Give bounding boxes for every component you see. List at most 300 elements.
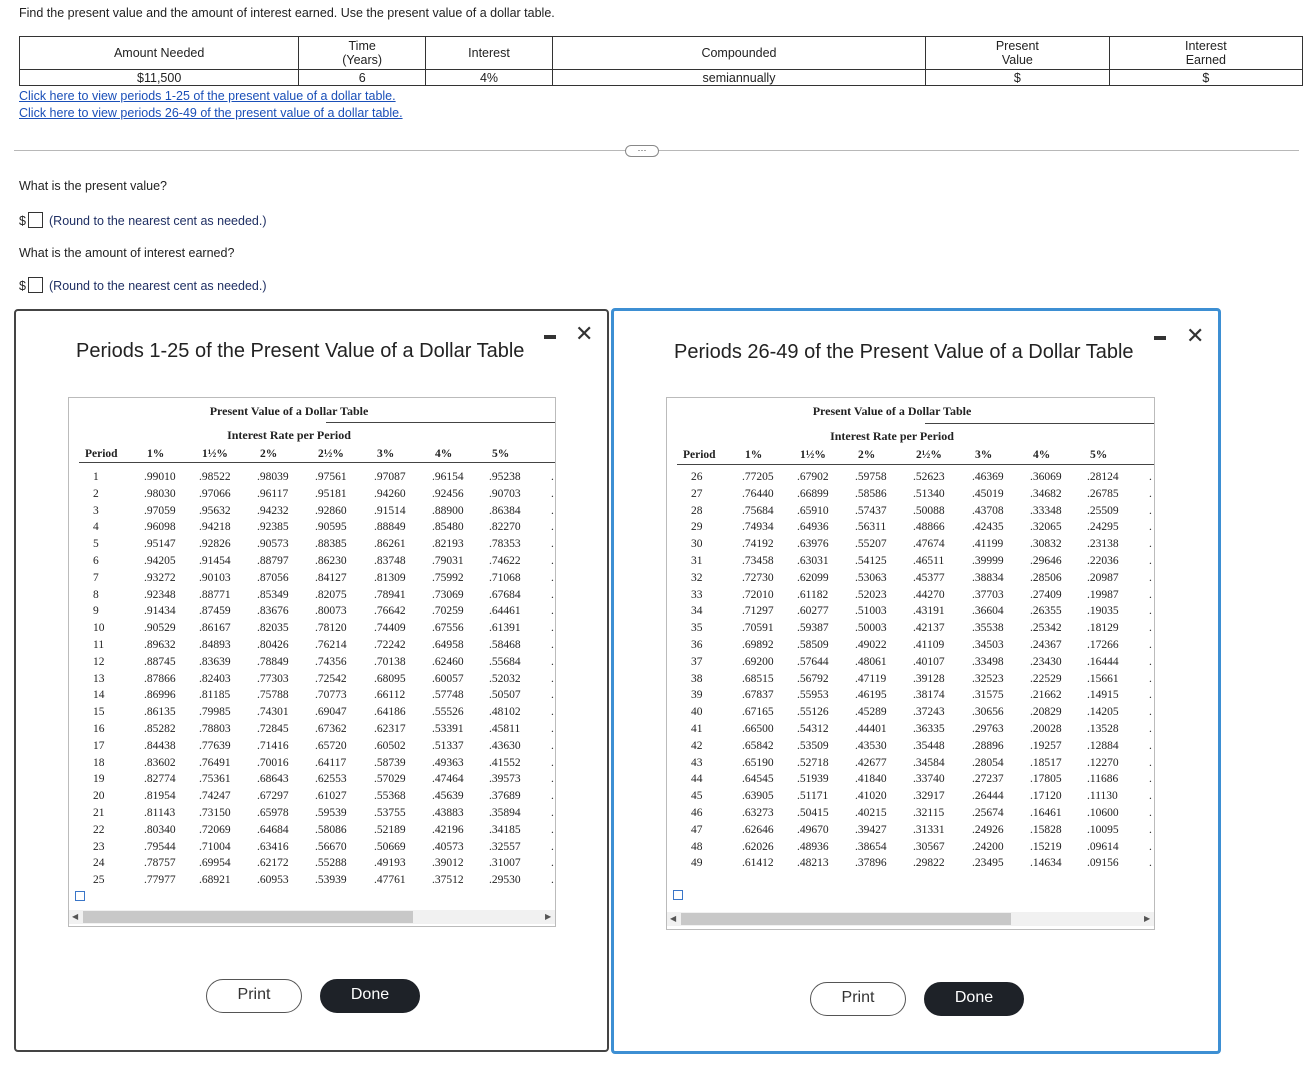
truncated-column-cell: . — [1149, 706, 1152, 719]
pv-factor-cell: .38834 — [972, 571, 1004, 584]
column-header-rate: 3% — [975, 449, 993, 461]
pv-factor-cell: .30832 — [1030, 538, 1062, 551]
truncated-column-cell: . — [551, 857, 554, 870]
pv-factor-cell: .33498 — [972, 655, 1004, 668]
truncated-column-cell: . — [551, 538, 554, 551]
pv-factor-cell: .81309 — [374, 571, 406, 584]
pv-factor-cell: .61412 — [742, 857, 774, 870]
column-header-rate: 2% — [858, 449, 876, 461]
truncated-column-cell: . — [551, 588, 554, 601]
pv-factor-cell: .58509 — [797, 639, 829, 651]
pv-factor-cell: .20829 — [1030, 706, 1062, 719]
pv-factor-cell: .80426 — [257, 639, 289, 651]
pv-factor-cell: .75992 — [432, 571, 464, 584]
truncated-column-cell: . — [1149, 504, 1152, 517]
pv-factor-cell: .86384 — [489, 504, 521, 517]
pv-factor-cell: .78757 — [144, 857, 176, 870]
pv-factor-cell: .73458 — [742, 555, 774, 567]
problem-info-table — [19, 36, 1303, 86]
pv-factor-cell: .14915 — [1087, 689, 1119, 702]
pv-factor-cell: .62172 — [257, 857, 289, 870]
pv-factor-cell: .63031 — [797, 555, 829, 567]
print-button[interactable]: Print — [206, 979, 302, 1013]
pv-factor-cell: .59539 — [315, 807, 347, 819]
period-cell: 23 — [93, 840, 105, 853]
pv-factor-cell: .43883 — [432, 807, 464, 819]
pv-factor-cell: .61182 — [797, 588, 829, 601]
column-header-rate: 2½% — [916, 449, 942, 461]
period-cell: 9 — [93, 605, 99, 618]
pv-factor-cell: .17266 — [1087, 639, 1119, 651]
pv-factor-cell: .52023 — [855, 588, 887, 601]
pv-factor-cell: .64545 — [742, 773, 774, 786]
pv-factor-cell: .73069 — [432, 588, 464, 601]
pv-factor-cell: .13528 — [1087, 723, 1119, 735]
pv-factor-cell: .96154 — [432, 471, 464, 483]
pv-factor-cell: .19257 — [1030, 739, 1062, 752]
pv-factor-cell: .74192 — [742, 538, 774, 551]
pv-factor-cell: .87056 — [257, 571, 289, 584]
pv-factor-cell: .30567 — [913, 840, 945, 853]
pv-factor-cell: .12270 — [1087, 756, 1119, 769]
copy-icon[interactable] — [673, 890, 683, 900]
truncated-column-cell: . — [1149, 857, 1152, 870]
pv-factor-cell: .74934 — [742, 521, 774, 534]
pv-factor-cell: .80073 — [315, 605, 347, 618]
column-header-rate: 1% — [745, 449, 763, 461]
pv-factor-cell: .17805 — [1030, 773, 1062, 786]
pv-factor-cell: .14205 — [1087, 706, 1119, 719]
pv-factor-cell: .31007 — [489, 857, 521, 870]
pv-factor-cell: .71297 — [742, 605, 774, 618]
value-interest-earned: $ — [1109, 70, 1302, 86]
pv-factor-cell: .86167 — [199, 622, 231, 635]
pv-factor-cell: .48866 — [913, 521, 945, 534]
scrollbar-thumb[interactable] — [83, 911, 413, 923]
period-cell: 48 — [691, 840, 703, 853]
scroll-left-icon[interactable]: ◀ — [72, 912, 79, 921]
truncated-column-cell: . — [551, 756, 554, 769]
period-cell: 43 — [691, 756, 703, 769]
pv-factor-cell: .55288 — [315, 857, 347, 870]
period-cell: 29 — [691, 521, 703, 534]
truncated-column-cell: . — [551, 706, 554, 719]
print-button[interactable]: Print — [810, 982, 906, 1016]
truncated-column-cell: . — [1149, 571, 1152, 584]
pv-factor-cell: .32523 — [972, 672, 1004, 685]
pv-factor-cell: .70591 — [742, 622, 774, 635]
pv-factor-cell: .24295 — [1087, 521, 1119, 534]
pv-factor-cell: .78941 — [374, 588, 406, 601]
truncated-column-cell: . — [551, 723, 554, 735]
pv-factor-cell: .28506 — [1030, 571, 1062, 584]
pv-factor-cell: .69954 — [199, 857, 231, 870]
header-time-years: Time (Years) — [299, 37, 426, 70]
question-interest-earned: What is the amount of interest earned? — [19, 246, 235, 260]
pv-factor-cell: .43191 — [913, 605, 945, 618]
pv-factor-cell: .86996 — [144, 689, 176, 702]
pv-factor-cell: .88849 — [374, 521, 406, 534]
rounding-hint: (Round to the nearest cent as needed.) — [49, 279, 267, 293]
truncated-column-cell: . — [551, 622, 554, 635]
horizontal-scrollbar[interactable] — [667, 912, 1155, 926]
pv-factor-cell: .41020 — [855, 790, 887, 803]
pv-factor-cell: .77205 — [742, 471, 774, 483]
pv-factor-cell: .18129 — [1087, 622, 1119, 635]
pv-factor-cell: .92385 — [257, 521, 289, 534]
pv-factor-cell: .69892 — [742, 639, 774, 651]
value-compounded: semiannually — [552, 70, 925, 86]
pv-factor-cell: .42435 — [972, 521, 1004, 534]
truncated-column-cell: . — [1149, 588, 1152, 601]
pv-factor-cell: .78849 — [257, 655, 289, 668]
pv-factor-cell: .83639 — [199, 655, 231, 668]
value-present-value: $ — [926, 70, 1110, 86]
pv-factor-cell: .66899 — [797, 487, 829, 500]
pv-factor-cell: .70016 — [257, 756, 289, 769]
pv-factor-cell: .96117 — [257, 487, 289, 500]
pv-factor-cell: .10600 — [1087, 807, 1119, 819]
pv-factor-cell: .82035 — [257, 622, 289, 635]
truncated-column-cell: . — [551, 790, 554, 803]
period-cell: 45 — [691, 790, 703, 803]
pv-factor-cell: .66112 — [374, 689, 406, 702]
pv-factor-cell: .94260 — [374, 487, 406, 500]
pv-factor-cell: .25342 — [1030, 622, 1062, 635]
pv-factor-cell: .78803 — [199, 723, 231, 735]
pv-factor-cell: .65910 — [797, 504, 829, 517]
period-cell: 11 — [93, 639, 105, 651]
pv-factor-cell: .60057 — [432, 672, 464, 685]
instruction-text: Find the present value and the amount of interest earned. Use the present value of a dollar table. — [19, 6, 555, 20]
pv-factor-cell: .40215 — [855, 807, 887, 819]
dialog-periods-1-25 — [14, 309, 609, 1052]
pv-factor-cell: .20028 — [1030, 723, 1062, 735]
pv-factor-cell: .66500 — [742, 723, 774, 735]
pv-factor-cell: .14634 — [1030, 857, 1062, 870]
pv-factor-cell: .62026 — [742, 840, 774, 853]
interest-earned-input[interactable] — [28, 277, 43, 293]
pv-factor-cell: .88771 — [199, 588, 231, 601]
pv-factor-cell: .65978 — [257, 807, 289, 819]
pv-factor-cell: .45289 — [855, 706, 887, 719]
pv-factor-cell: .91434 — [144, 605, 176, 618]
pv-factor-cell: .36069 — [1030, 471, 1062, 483]
pv-factor-cell: .68515 — [742, 672, 774, 685]
pv-factor-cell: .81954 — [144, 790, 176, 803]
pv-factor-cell: .93272 — [144, 571, 176, 584]
pv-factor-cell: .78353 — [489, 538, 521, 551]
pv-factor-cell: .74622 — [489, 555, 521, 567]
truncated-column-cell: . — [1149, 538, 1152, 551]
period-cell: 25 — [93, 874, 105, 887]
period-cell: 5 — [93, 538, 99, 551]
truncated-column-cell: . — [1149, 471, 1152, 483]
pv-factor-cell: .64684 — [257, 823, 289, 836]
pv-factor-cell: .78120 — [315, 622, 347, 635]
pv-factor-cell: .63416 — [257, 840, 289, 853]
header-interest-earned: Interest Earned — [1109, 37, 1302, 70]
truncated-column-cell: . — [551, 672, 554, 685]
pv-factor-cell: .98030 — [144, 487, 176, 500]
pv-factor-cell: .88900 — [432, 504, 464, 517]
column-header-rate: 5% — [492, 448, 510, 460]
pv-factor-cell: .76214 — [315, 639, 347, 651]
pv-factor-cell: .57748 — [432, 689, 464, 702]
period-cell: 26 — [691, 471, 703, 483]
pv-factor-cell: .86135 — [144, 706, 176, 719]
period-cell: 27 — [691, 487, 703, 500]
truncated-column-cell: . — [551, 689, 554, 702]
pv-factor-cell: .86230 — [315, 555, 347, 567]
period-cell: 18 — [93, 756, 105, 769]
pv-factor-cell: .60502 — [374, 739, 406, 752]
truncated-column-cell: . — [1149, 487, 1152, 500]
pv-table-panel-1-25 — [68, 397, 556, 927]
pv-factor-cell: .49193 — [374, 857, 406, 870]
period-cell: 19 — [93, 773, 105, 786]
pv-factor-cell: .45019 — [972, 487, 1004, 500]
pv-factor-cell: .37703 — [972, 588, 1004, 601]
pv-factor-cell: .52623 — [913, 471, 945, 483]
truncated-column-cell: . — [1149, 521, 1152, 534]
pv-factor-cell: .63273 — [742, 807, 774, 819]
truncated-column-cell: . — [551, 504, 554, 517]
pv-factor-cell: .24926 — [972, 823, 1004, 836]
pv-factor-cell: .68095 — [374, 672, 406, 685]
truncated-column-cell: . — [1149, 622, 1152, 635]
pv-factor-cell: .90103 — [199, 571, 231, 584]
done-button[interactable]: Done — [924, 982, 1024, 1016]
pv-factor-cell: .50669 — [374, 840, 406, 853]
truncated-column-cell: . — [551, 471, 554, 483]
pv-factor-cell: .56792 — [797, 672, 829, 685]
pv-factor-cell: .77303 — [257, 672, 289, 685]
pv-factor-cell: .34185 — [489, 823, 521, 836]
pv-factor-cell: .98522 — [199, 471, 231, 483]
pv-factor-cell: .49022 — [855, 639, 887, 651]
period-cell: 16 — [93, 723, 105, 735]
pv-factor-cell: .37689 — [489, 790, 521, 803]
truncated-column-cell: . — [551, 571, 554, 584]
period-cell: 24 — [93, 857, 105, 870]
pv-factor-cell: .28896 — [972, 739, 1004, 752]
minimize-button[interactable] — [1154, 336, 1166, 340]
pv-factor-cell: .47674 — [913, 538, 945, 551]
pv-factor-cell: .45377 — [913, 571, 945, 584]
pv-factor-cell: .39012 — [432, 857, 464, 870]
pv-factor-cell: .51003 — [855, 605, 887, 618]
period-cell: 12 — [93, 655, 105, 668]
pv-factor-cell: .52718 — [797, 756, 829, 769]
column-header-rate: 4% — [1033, 449, 1051, 461]
pv-factor-cell: .70259 — [432, 605, 464, 618]
pv-factor-cell: .55207 — [855, 538, 887, 551]
truncated-column-cell: . — [551, 521, 554, 534]
pv-factor-cell: .69047 — [315, 706, 347, 719]
pv-factor-cell: .47119 — [855, 672, 887, 685]
truncated-column-cell: . — [1149, 807, 1152, 819]
pv-factor-cell: .49670 — [797, 823, 829, 836]
pv-factor-cell: .45639 — [432, 790, 464, 803]
period-cell: 32 — [691, 571, 703, 584]
pv-factor-cell: .75361 — [199, 773, 231, 786]
pv-factor-cell: .92348 — [144, 588, 176, 601]
truncated-column-cell: . — [551, 555, 554, 567]
present-value-input[interactable] — [28, 212, 43, 228]
truncated-column-cell: . — [551, 739, 554, 752]
truncated-column-cell: . — [1149, 689, 1152, 702]
pv-factor-cell: .76642 — [374, 605, 406, 618]
pv-factor-cell: .20987 — [1087, 571, 1119, 584]
pv-factor-cell: .67837 — [742, 689, 774, 702]
minimize-button[interactable] — [544, 335, 556, 339]
pv-factor-cell: .53391 — [432, 723, 464, 735]
pv-factor-cell: .72069 — [199, 823, 231, 836]
pv-factor-cell: .95181 — [315, 487, 347, 500]
pv-factor-cell: .97066 — [199, 487, 231, 500]
pv-factor-cell: .55684 — [489, 655, 521, 668]
column-header-rate: 3% — [377, 448, 395, 460]
value-time-years: 6 — [299, 70, 426, 86]
pv-factor-cell: .79544 — [144, 840, 176, 853]
pv-factor-cell: .64936 — [797, 521, 829, 534]
pv-factor-cell: .44401 — [855, 723, 887, 735]
dialog-periods-26-49 — [611, 308, 1221, 1054]
pv-factor-cell: .75788 — [257, 689, 289, 702]
pv-factor-cell: .60277 — [797, 605, 829, 618]
truncated-column-cell: . — [1149, 639, 1152, 651]
pv-factor-cell: .92860 — [315, 504, 347, 517]
link-periods-26-49[interactable]: Click here to view periods 26-49 of the present value of a dollar table. — [19, 106, 403, 120]
pv-factor-cell: .77639 — [199, 739, 231, 752]
pv-factor-cell: .39573 — [489, 773, 521, 786]
close-button[interactable]: ✕ — [575, 321, 594, 346]
pv-factor-cell: .42196 — [432, 823, 464, 836]
pv-factor-cell: .57029 — [374, 773, 406, 786]
column-header-rate: 1½% — [800, 449, 826, 461]
pv-factor-cell: .22036 — [1087, 555, 1119, 567]
pv-factor-cell: .39128 — [913, 672, 945, 685]
truncated-column-cell: . — [1149, 840, 1152, 853]
column-header-rate: 1% — [147, 448, 165, 460]
period-cell: 8 — [93, 588, 99, 601]
pv-factor-cell: .89632 — [144, 639, 176, 651]
pv-factor-cell: .70773 — [315, 689, 347, 702]
pv-factor-cell: .50003 — [855, 622, 887, 635]
pv-factor-cell: .55953 — [797, 689, 829, 702]
scroll-right-icon[interactable]: ▶ — [545, 912, 552, 921]
pv-factor-cell: .71004 — [199, 840, 231, 853]
period-cell: 42 — [691, 739, 703, 752]
pv-factor-cell: .62460 — [432, 655, 464, 668]
pv-factor-cell: .19987 — [1087, 588, 1119, 601]
pv-factor-cell: .23430 — [1030, 655, 1062, 668]
pv-factor-cell: .58586 — [855, 487, 887, 500]
scrollbar-thumb[interactable] — [681, 913, 1011, 925]
pv-factor-cell: .62099 — [797, 571, 829, 584]
pv-factor-cell: .55526 — [432, 706, 464, 719]
pv-factor-cell: .76491 — [199, 756, 231, 769]
pv-factor-cell: .29763 — [972, 723, 1004, 735]
pv-factor-cell: .92826 — [199, 538, 231, 551]
horizontal-scrollbar[interactable] — [69, 910, 556, 924]
pv-factor-cell: .43630 — [489, 739, 521, 752]
pv-factor-cell: .95238 — [489, 471, 521, 483]
pv-factor-cell: .29646 — [1030, 555, 1062, 567]
pv-factor-cell: .61391 — [489, 622, 521, 635]
pv-factor-cell: .09614 — [1087, 840, 1119, 853]
period-cell: 37 — [691, 655, 703, 668]
scroll-right-icon[interactable]: ▶ — [1144, 914, 1151, 923]
pv-factor-cell: .69200 — [742, 655, 774, 668]
pv-factor-cell: .71416 — [257, 739, 289, 752]
truncated-column-cell: . — [551, 605, 554, 618]
truncated-column-cell: . — [551, 639, 554, 651]
pv-factor-cell: .47464 — [432, 773, 464, 786]
pv-factor-cell: .42137 — [913, 622, 945, 635]
pv-factor-cell: .59758 — [855, 471, 887, 483]
pv-factor-cell: .67684 — [489, 588, 521, 601]
pv-factor-cell: .53509 — [797, 739, 829, 752]
expand-button[interactable]: ··· — [625, 145, 659, 157]
pv-factor-cell: .67297 — [257, 790, 289, 803]
pv-factor-cell: .75684 — [742, 504, 774, 517]
header-amount-needed: Amount Needed — [20, 37, 299, 70]
pv-factor-cell: .97059 — [144, 504, 176, 517]
scroll-left-icon[interactable]: ◀ — [670, 914, 677, 923]
truncated-column-cell: . — [1149, 823, 1152, 836]
pv-factor-cell: .21662 — [1030, 689, 1062, 702]
pv-factor-cell: .57437 — [855, 504, 887, 517]
pv-factor-cell: .23495 — [972, 857, 1004, 870]
period-cell: 40 — [691, 706, 703, 719]
pv-factor-cell: .87459 — [199, 605, 231, 618]
pv-factor-cell: .42677 — [855, 756, 887, 769]
truncated-column-cell: . — [1149, 605, 1152, 618]
pv-factor-cell: .32115 — [913, 807, 945, 819]
pv-factor-cell: .50088 — [913, 504, 945, 517]
column-header-period: Period — [85, 448, 118, 460]
period-cell: 4 — [93, 521, 99, 534]
pv-factor-cell: .82075 — [315, 588, 347, 601]
pv-factor-cell: .83748 — [374, 555, 406, 567]
pv-factor-cell: .94218 — [199, 521, 231, 534]
pv-factor-cell: .51171 — [797, 790, 829, 803]
pv-factor-cell: .38174 — [913, 689, 945, 702]
pv-factor-cell: .56311 — [855, 521, 887, 534]
pv-factor-cell: .62317 — [374, 723, 406, 735]
period-cell: 21 — [93, 807, 105, 819]
dialog-title: Periods 26-49 of the Present Value of a Dollar Table — [674, 341, 1134, 363]
pv-factor-cell: .53755 — [374, 807, 406, 819]
close-button[interactable]: ✕ — [1186, 323, 1205, 348]
done-button[interactable]: Done — [320, 979, 420, 1013]
period-cell: 47 — [691, 823, 703, 836]
pv-factor-cell: .92456 — [432, 487, 464, 500]
pv-factor-cell: .58468 — [489, 639, 521, 651]
pv-factor-cell: .43708 — [972, 504, 1004, 517]
pv-factor-cell: .48102 — [489, 706, 521, 719]
copy-icon[interactable] — [75, 891, 85, 901]
pv-factor-cell: .81185 — [199, 689, 231, 702]
pv-factor-cell: .82193 — [432, 538, 464, 551]
pv-factor-cell: .18517 — [1030, 756, 1062, 769]
link-periods-1-25[interactable]: Click here to view periods 1-25 of the present value of a dollar table. — [19, 89, 396, 103]
truncated-column-cell: . — [551, 655, 554, 668]
pv-factor-cell: .15661 — [1087, 672, 1119, 685]
column-header-rate: 2% — [260, 448, 278, 460]
